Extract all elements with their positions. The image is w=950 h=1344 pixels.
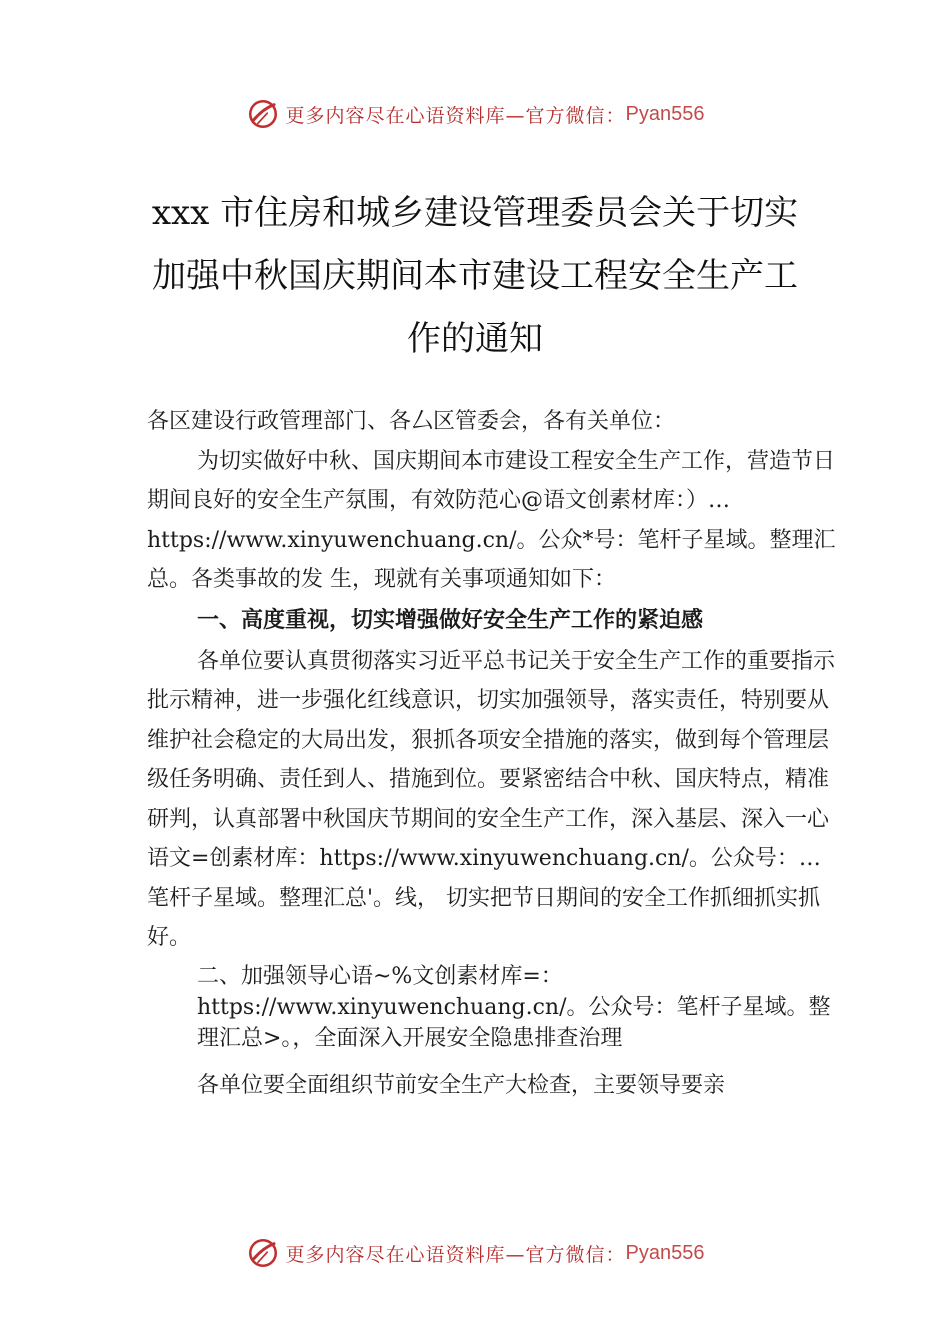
banner-text: 更多内容尽在心语资料库—官方微信： (285, 104, 626, 127)
banner-wechat-id: Pyan556 (625, 1241, 705, 1264)
banner-wechat-id: Pyan556 (625, 102, 705, 125)
header-watermark-banner (0, 94, 950, 134)
intro-paragraph: 为切实做好中秋、国庆期间本市建设工程安全生产工作，营造节日期间良好的安全生产氛围，有效防范心@语文创素材库：）…https://www.xinyuwenchuang.cn/。公众*号：笔杆子星域。整理汇总。各类事故的发 生，现就有关事项通知如下： (147, 448, 836, 592)
section-heading-1: 一、高度重视，切实增强做好安全生产工作的紧迫感 (197, 607, 704, 633)
document-body (147, 402, 837, 1105)
section-heading-2: 二、加强领导心语~%文创素材库=：https://www.xinyuwenchuang.cn/。公众号：笔杆子星域。整理汇总>。，全面深入开展安全隐患排查治理 (197, 963, 831, 1051)
brush-logo-icon (246, 97, 280, 131)
section-1-paragraph: 各单位要认真贯彻落实习近平总书记关于安全生产工作的重要指示批示精神，进一步强化红线意识，切实加强领导，落实责任，特别要从维护社会稳定的大局出发，狠抓各项安全措施的落实，做到每个管理层级任务明确、责任到人、措施到位。要紧密结合中秋、国庆特点，精准研判，认真部署中秋国庆节期间的安全生产工作，深入基层、深入一心语文=创素材库：https://www.xinyuwenchuang.cn/。公众号：…笔杆子星域。整理汇总'。线， 切实把节日期间的安全工作抓细抓实抓好。 (147, 648, 836, 950)
brush-logo-icon (246, 1236, 280, 1270)
document-title: xxx 市住房和城乡建设管理委员会关于切实加强中秋国庆期间本市建设工程安全生产工作的通知 (151, 193, 799, 359)
banner-text: 更多内容尽在心语资料库—官方微信： (285, 1243, 626, 1266)
footer-watermark-banner (0, 1233, 950, 1273)
addressee-line: 各区建设行政管理部门、各⼛区管委会，各有关单位： (147, 409, 676, 434)
section-2-paragraph: 各单位要全面组织节前安全生产大检查，主要领导要亲 (197, 1072, 726, 1098)
